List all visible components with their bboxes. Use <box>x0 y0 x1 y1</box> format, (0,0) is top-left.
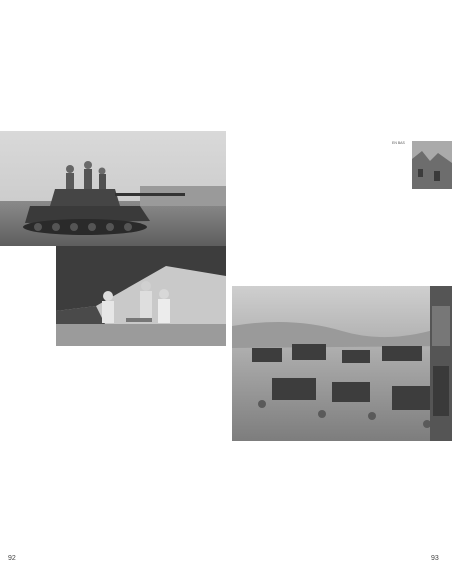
running-header: EN BAS <box>392 141 405 145</box>
right-edge-photo <box>430 286 452 441</box>
left-bottom-column-1 <box>58 363 138 553</box>
tank-photo <box>0 131 226 246</box>
right-edge-image <box>430 286 452 441</box>
left-bottom-column-2 <box>143 363 223 553</box>
left-footer-caption <box>8 388 53 428</box>
tank-photo-image <box>0 131 226 246</box>
right-lower-caption <box>400 450 445 550</box>
tent-photo-image <box>56 246 226 346</box>
ruined-building-photo <box>412 141 452 189</box>
troops-field-photo <box>232 286 452 441</box>
page-number-right: 93 <box>431 555 439 562</box>
right-top-column-2 <box>316 148 396 280</box>
tent-photo <box>56 246 226 346</box>
ruined-building-image <box>412 141 452 189</box>
left-lower-caption <box>8 346 53 386</box>
right-top-column-1 <box>232 148 312 280</box>
right-upper-caption <box>400 190 445 280</box>
troops-field-image <box>232 286 452 441</box>
page-number-left: 92 <box>8 555 16 562</box>
